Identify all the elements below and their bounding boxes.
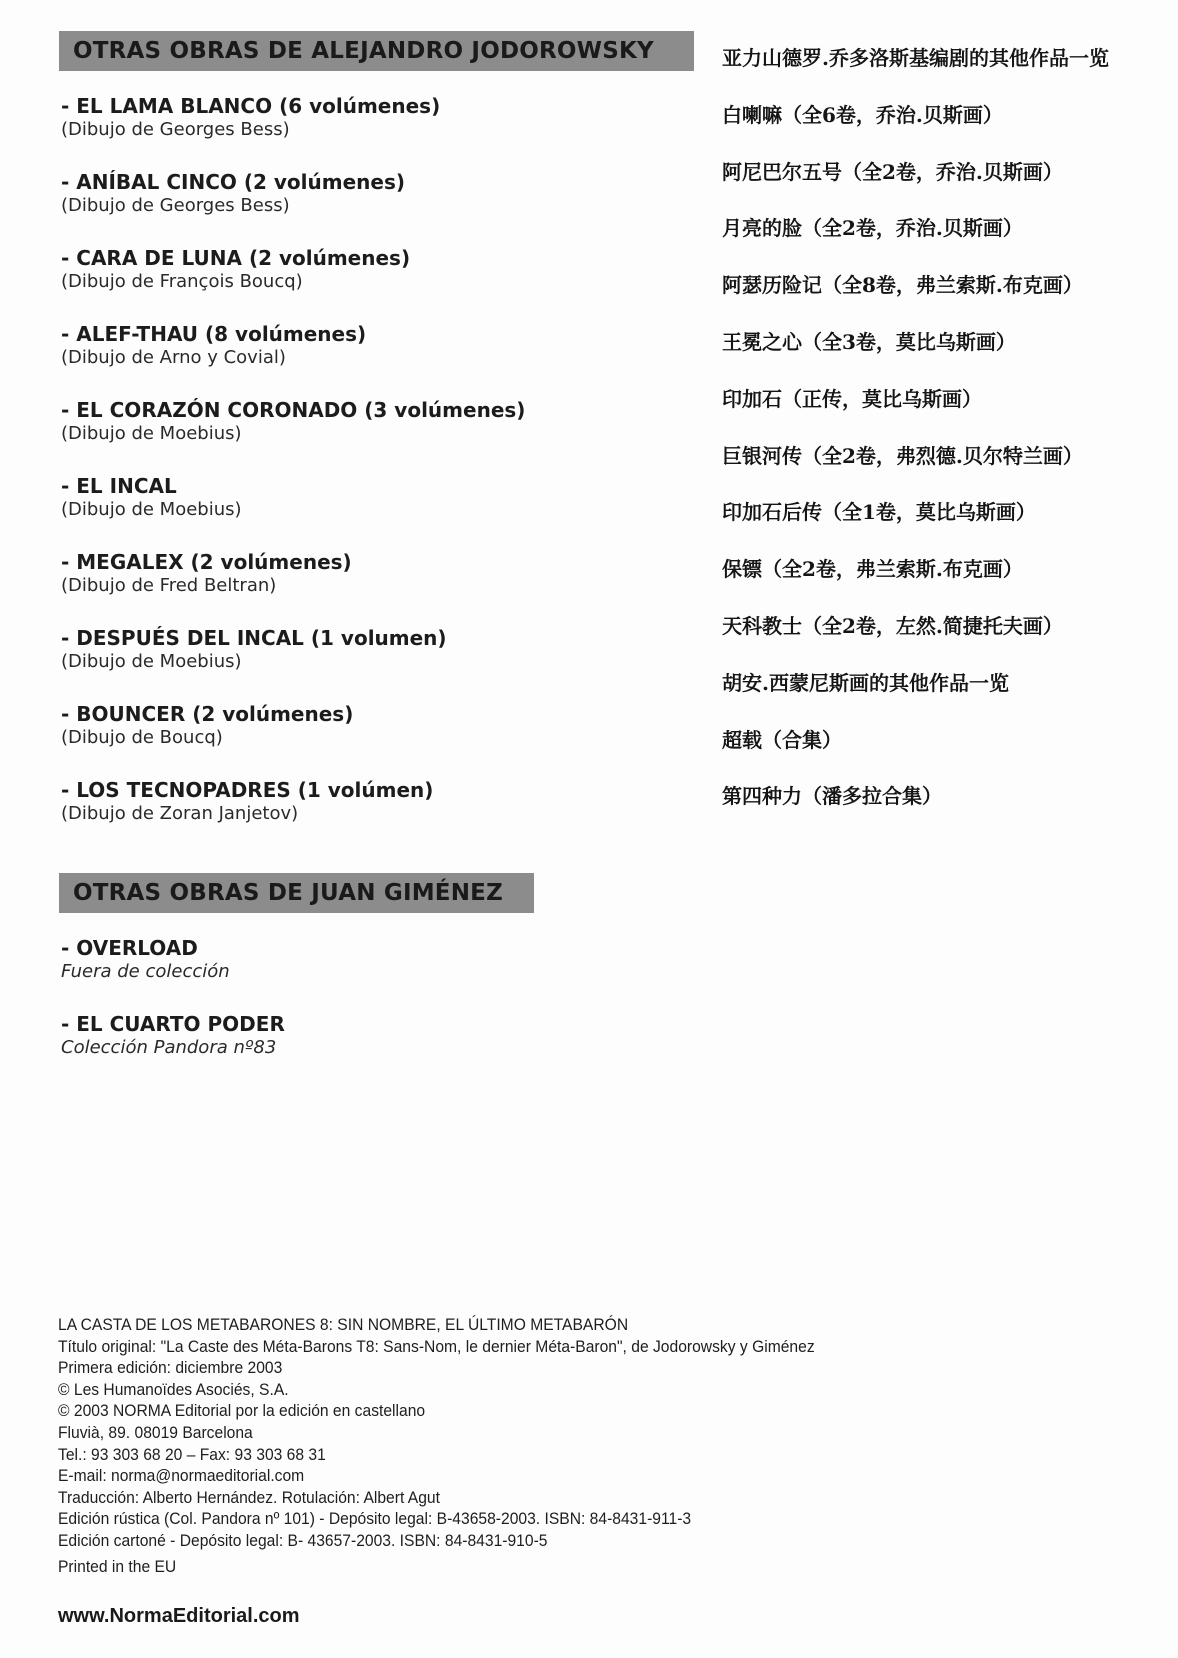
work-title	[61, 702, 353, 726]
work-artist: (Dibujo de Georges Bess)	[61, 195, 290, 216]
work-artist: (Dibujo de Fred Beltran)	[61, 575, 277, 596]
chinese-line: 亚力山德罗.乔多洛斯基编剧的其他作品一览	[722, 46, 1109, 70]
work-volumes: (1 volumen)	[310, 626, 447, 650]
chinese-line: 天科教士（全2卷，左然.简捷托夫画）	[722, 614, 1063, 638]
credits-block	[58, 1314, 880, 1577]
work-volumes: (2 volúmenes)	[190, 550, 352, 574]
chinese-line: 印加石（正传，莫比乌斯画）	[722, 386, 982, 411]
work-artist: (Dibujo de Zoran Janjetov)	[61, 803, 299, 824]
credit-line: Traducción: Alberto Hernández. Rotulación: Albert Agut	[58, 1487, 440, 1507]
work-name: - BOUNCER	[61, 702, 186, 726]
work-collection: Fuera de colección	[61, 961, 230, 982]
work-title	[61, 94, 440, 118]
printed-in: Printed in the EU	[58, 1556, 177, 1576]
work-title	[61, 474, 242, 498]
work-name: - ALEF-THAU	[61, 322, 199, 346]
work-name: - ANÍBAL CINCO	[61, 170, 237, 194]
website-link[interactable]: www.NormaEditorial.com	[58, 1605, 300, 1627]
credit-line: © 2003 NORMA Editorial por la edición en castellano	[58, 1401, 426, 1421]
work-title	[61, 322, 366, 346]
work-volumes: (2 volúmenes)	[248, 246, 411, 270]
credit-line: Edición cartoné - Depósito legal: B- 43657-2003. ISBN: 84-8431-910-5	[58, 1530, 548, 1550]
work-name: - EL LAMA BLANCO	[61, 94, 273, 118]
work-artist: (Dibujo de Georges Bess)	[61, 119, 290, 140]
chinese-line: 阿瑟历险记（全8卷，弗兰索斯.布克画）	[722, 273, 1083, 298]
work-item	[61, 474, 242, 522]
credit-line: Título original: "La Caste des Méta-Barons T8: Sans-Nom, le dernier Méta-Baron", de Jodorowsky y Giménez	[58, 1336, 815, 1356]
work-artist: (Dibujo de François Boucq)	[61, 271, 303, 292]
gimenez-heading: OTRAS OBRAS DE JUAN GIMÉNEZ	[59, 873, 534, 913]
work-title	[61, 246, 410, 270]
chinese-line: 胡安.西蒙尼斯画的其他作品一览	[722, 670, 1009, 695]
chinese-line: 印加石后传（全1卷，莫比乌斯画）	[722, 500, 1036, 525]
chinese-line: 阿尼巴尔五号（全2卷，乔治.贝斯画）	[722, 159, 1063, 184]
credit-line: Edición rústica (Col. Pandora nº 101) - Depósito legal: B-43658-2003. ISBN: 84-8431-911-3	[58, 1509, 692, 1529]
work-title	[61, 398, 525, 422]
work-name: - CARA DE LUNA	[61, 246, 242, 270]
work-name: - EL INCAL	[61, 474, 177, 498]
work-artist: (Dibujo de Arno y Covial)	[61, 347, 286, 368]
work-volumes: (2 volúmenes)	[243, 170, 406, 194]
work-volumes: (1 volúmen)	[297, 778, 434, 802]
work-item	[61, 94, 440, 142]
work-artist: (Dibujo de Moebius)	[61, 499, 242, 520]
work-collection: Colección Pandora nº83	[61, 1037, 277, 1058]
work-title	[61, 170, 405, 194]
work-title	[61, 550, 352, 574]
chinese-line: 超载（合集）	[722, 727, 842, 752]
work-artist: (Dibujo de Moebius)	[61, 651, 242, 672]
chinese-line: 王冕之心（全3卷，莫比乌斯画）	[722, 330, 1016, 354]
work-item	[61, 626, 447, 674]
work-artist: (Dibujo de Moebius)	[61, 423, 242, 444]
credit-line: Fluvià, 89. 08019 Barcelona	[58, 1422, 253, 1442]
work-item	[61, 778, 433, 826]
work-name: - EL CORAZÓN CORONADO	[61, 398, 358, 422]
work-volumes: (8 volúmenes)	[205, 322, 367, 346]
work-volumes: (6 volúmenes)	[279, 94, 441, 118]
work-title: - OVERLOAD	[61, 936, 198, 960]
chinese-line: 巨银河传（全2卷，弗烈德.贝尔特兰画）	[722, 443, 1083, 468]
credit-line: © Les Humanoïdes Asociés, S.A.	[58, 1379, 289, 1399]
work-item	[61, 322, 366, 370]
work-item	[61, 936, 230, 984]
jodorowsky-heading: OTRAS OBRAS DE ALEJANDRO JODOROWSKY	[59, 31, 694, 71]
work-artist: (Dibujo de Boucq)	[61, 727, 223, 748]
work-title	[61, 778, 433, 802]
work-name: - MEGALEX	[61, 550, 184, 574]
credit-line: E-mail: norma@normaeditorial.com	[58, 1466, 305, 1486]
work-title	[61, 626, 447, 650]
credit-line: Tel.: 93 303 68 20 – Fax: 93 303 68 31	[58, 1444, 326, 1464]
work-item	[61, 1012, 285, 1060]
work-item	[61, 170, 405, 218]
chinese-line: 月亮的脸（全2卷，乔治.贝斯画）	[722, 216, 1023, 241]
work-volumes: (2 volúmenes)	[192, 702, 354, 726]
work-item	[61, 398, 525, 446]
work-name: - DESPUÉS DEL INCAL	[61, 626, 304, 650]
chinese-line: 第四种力（潘多拉合集）	[722, 784, 942, 809]
chinese-line: 白喇嘛（全6卷，乔治.贝斯画）	[722, 102, 1003, 127]
chinese-line: 保镖（全2卷，弗兰索斯.布克画）	[722, 557, 1023, 582]
work-name: - LOS TECNOPADRES	[61, 778, 291, 802]
work-item	[61, 702, 353, 750]
work-title: - EL CUARTO PODER	[61, 1012, 285, 1036]
work-volumes: (3 volúmenes)	[364, 398, 526, 422]
credit-line: Primera edición: diciembre 2003	[58, 1358, 283, 1378]
work-item	[61, 246, 410, 294]
credit-line: LA CASTA DE LOS METABARONES 8: SIN NOMBRE, EL ÚLTIMO METABARÓN	[58, 1315, 629, 1334]
work-item	[61, 550, 352, 598]
